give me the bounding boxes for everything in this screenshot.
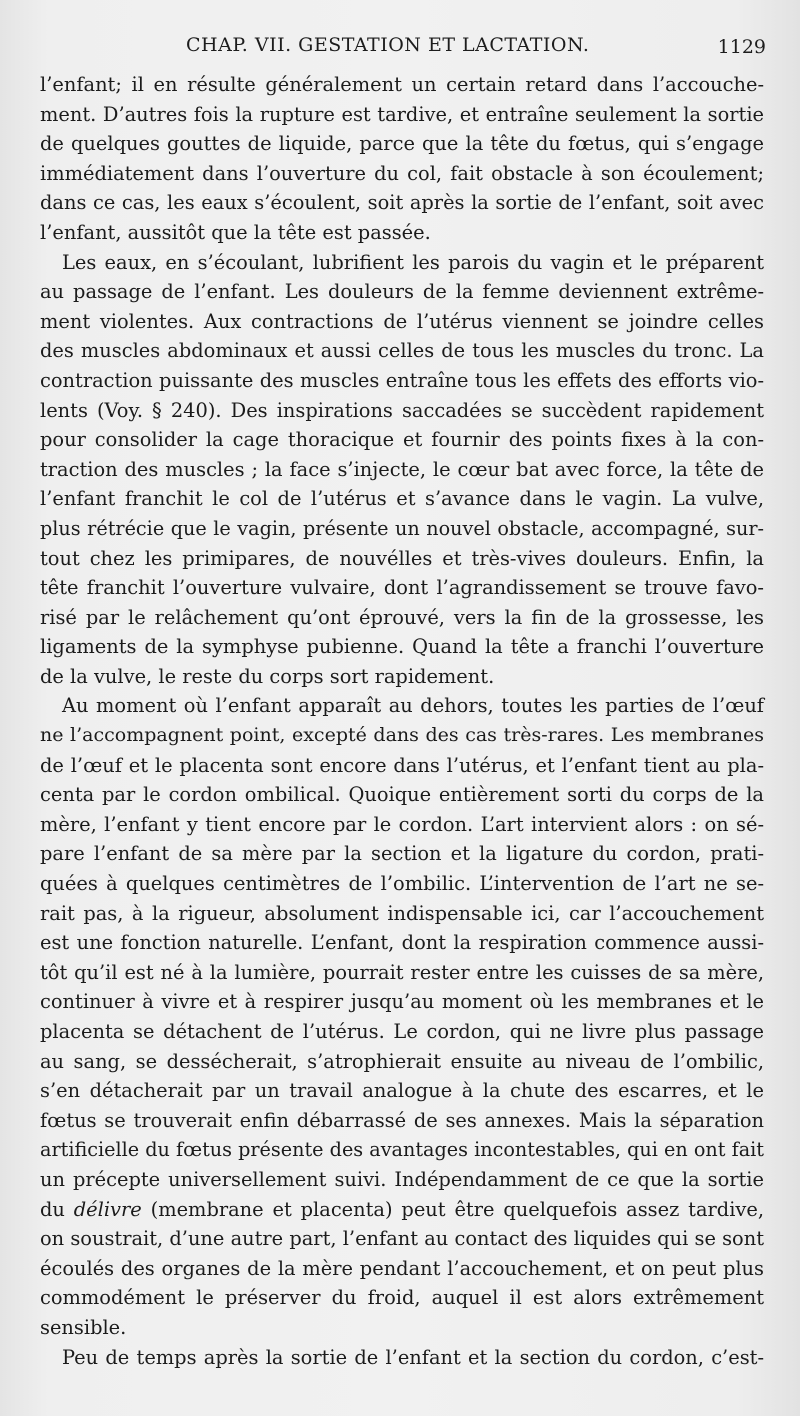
- text-line: on soustrait, d’une autre part, l’enfant au contact des liquides qui se sont: [40, 1227, 764, 1251]
- text-line: plus rétrécie que le vagin, présente un nouvel obstacle, accompagné, sur-: [40, 516, 764, 540]
- text-line: immédiatement dans l’ouverture du col, fait obstacle à son écoulement;: [40, 161, 764, 185]
- text-line: centa par le cordon ombilical. Quoique entièrement sorti du corps de la: [40, 783, 764, 807]
- text-line: ligaments de la symphyse pubienne. Quand la tête a franchi l’ouverture: [40, 635, 764, 659]
- text-line: l’enfant, aussitôt que la tête est passée.: [40, 220, 431, 244]
- text-line-with-italic: [40, 1195, 764, 1225]
- text-line: un précepte universellement suivi. Indépendamment de ce que la sortie: [40, 1167, 764, 1191]
- running-title: CHAP. VII. GESTATION ET LACTATION.: [186, 34, 590, 56]
- text-line: fœtus se trouverait enfin débarrassé de ses annexes. Mais la séparation: [40, 1108, 764, 1132]
- text-line: l’enfant franchit le col de l’utérus et s’avance dans le vagin. La vulve,: [40, 487, 764, 511]
- text-line: commodément le préserver du froid, auquel il est alors extrêmement: [40, 1286, 764, 1310]
- text-line: Les eaux, en s’écoulant, lubrifient les parois du vagin et le préparent: [62, 250, 764, 274]
- text-line: mère, l’enfant y tient encore par le cordon. L’art intervient alors : on sé-: [40, 812, 764, 836]
- text-line: au passage de l’enfant. Les douleurs de la femme deviennent extrême-: [40, 280, 764, 304]
- text-line: sensible.: [40, 1315, 127, 1339]
- text-line: tête franchit l’ouverture vulvaire, dont l’agrandissement se trouve favo-: [40, 576, 764, 600]
- text-line: quées à quelques centimètres de l’ombilic. L’intervention de l’art ne se-: [40, 872, 764, 896]
- text-line: s’en détacherait par un travail analogue à la chute des escarres, et le: [40, 1079, 764, 1103]
- page-header: [40, 30, 768, 64]
- text-line: de l’œuf et le placenta sont encore dans l’utérus, et l’enfant tient au pla-: [40, 753, 764, 777]
- text-line: ment. D’autres fois la rupture est tardive, et entraîne seulement la sortie: [40, 102, 764, 126]
- text-line: ment violentes. Aux contractions de l’utérus viennent se joindre celles: [40, 309, 764, 333]
- text-line: de la vulve, le reste du corps sort rapidement.: [40, 664, 495, 688]
- text-line: tôt qu’il est né à la lumière, pourrait rester entre les cuisses de sa mère,: [40, 960, 764, 984]
- text-line: de quelques gouttes de liquide, parce que la tête du fœtus, qui s’engage: [40, 132, 764, 156]
- text-line: contraction puissante des muscles entraîne tous les effets des efforts vio-: [40, 368, 764, 392]
- text-line: Au moment où l’enfant apparaît au dehors, toutes les parties de l’œuf: [62, 694, 764, 718]
- text-line: tout chez les primipares, de nouvélles et très-vives douleurs. Enfin, la: [40, 546, 764, 570]
- text-line: traction des muscles ; la face s’injecte, le cœur bat avec force, la tête de: [40, 457, 764, 481]
- text-line: des muscles abdominaux et aussi celles de tous les muscles du tronc. La: [40, 339, 764, 363]
- body-text: [40, 70, 764, 1372]
- text-line: ne l’accompagnent point, excepté dans des cas très-rares. Les membranes: [40, 724, 764, 747]
- text-line: l’enfant; il en résulte généralement un certain retard dans l’accouche-: [40, 73, 764, 96]
- line-text-after: (membrane et placenta) peut être quelquefois assez tardive,: [141, 1197, 764, 1221]
- text-line: est une fonction naturelle. L’enfant, dont la respiration commence aussi-: [40, 931, 764, 955]
- text-line: Peu de temps après la sortie de l’enfant et la section du cordon, c’est-: [62, 1345, 764, 1369]
- text-line: écoulés des organes de la mère pendant l’accouchement, et on peut plus: [40, 1256, 764, 1280]
- text-line: placenta se détachent de l’utérus. Le cordon, qui ne livre plus passage: [40, 1020, 764, 1043]
- text-line: rait pas, à la rigueur, absolument indispensable ici, car l’accouchement: [40, 901, 764, 925]
- line-text-before: du: [40, 1197, 74, 1221]
- text-line: pare l’enfant de sa mère par la section et la ligature du cordon, prati-: [40, 842, 764, 866]
- text-line: dans ce cas, les eaux s’écoulent, soit après la sortie de l’enfant, soit avec: [40, 191, 764, 215]
- text-line: au sang, se dessécherait, s’atrophierait ensuite au niveau de l’ombilic,: [40, 1049, 764, 1073]
- page-number: 1129: [717, 36, 766, 58]
- text-line: continuer à vivre et à respirer jusqu’au moment où les membranes et le: [40, 990, 764, 1014]
- text-line: risé par le relâchement qu’ont éprouvé, vers la fin de la grossesse, les: [40, 605, 764, 629]
- italic-term: délivre: [73, 1197, 142, 1221]
- text-line: lents (Voy. § 240). Des inspirations saccadées se succèdent rapidement: [40, 398, 764, 422]
- text-line: pour consolider la cage thoracique et fournir des points fixes à la con-: [40, 428, 764, 452]
- text-line: artificielle du fœtus présente des avantages incontestables, qui en ont fait: [40, 1138, 764, 1162]
